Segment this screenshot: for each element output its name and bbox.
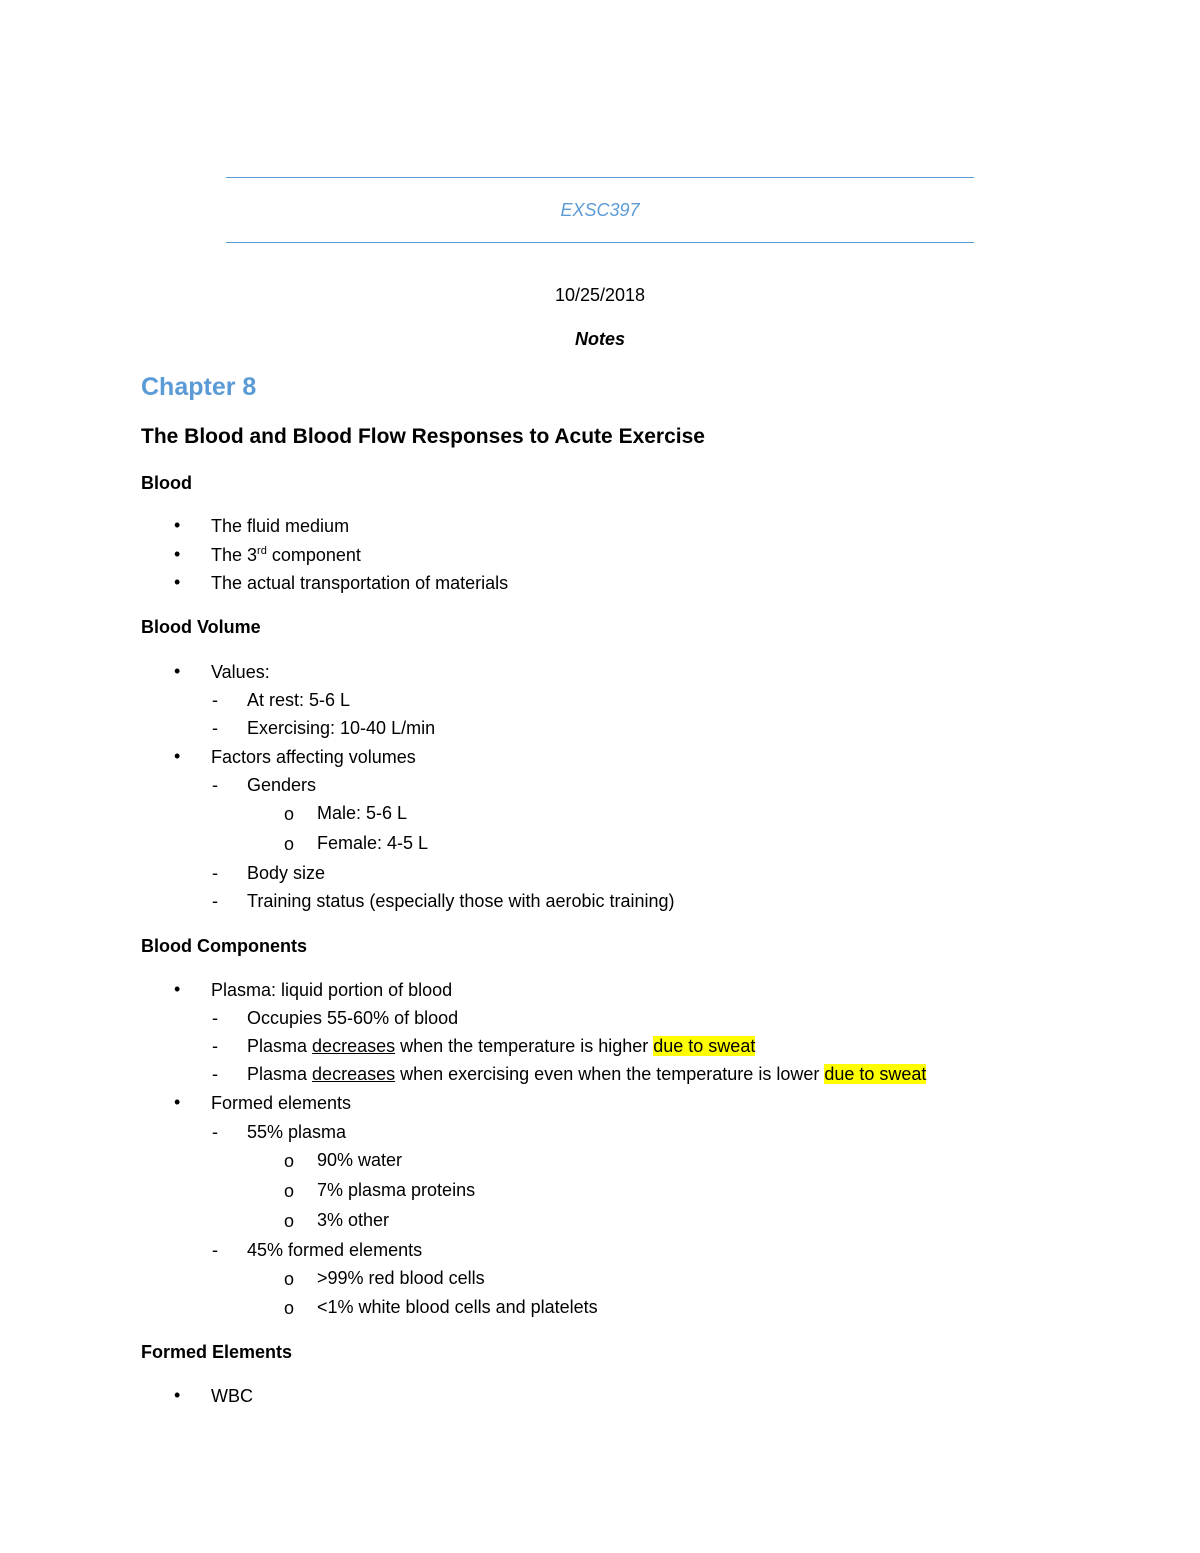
dash-glyph: -: [212, 1122, 218, 1142]
dash-glyph: -: [212, 1036, 218, 1056]
section-heading-formed-elements: Formed Elements: [141, 1342, 293, 1362]
list-item: 45% formed elements: [247, 1240, 423, 1260]
list-item: At rest: 5-6 L: [247, 690, 351, 710]
list-item: Plasma decreases when exercising even when the temperature is lower due to sweat: [247, 1064, 927, 1084]
list-item: Exercising: 10-40 L/min: [247, 718, 436, 738]
bullet-glyph: •: [174, 515, 181, 535]
bullet-glyph: •: [174, 544, 181, 564]
list-item: Values:: [211, 662, 270, 682]
list-item: 3% other: [317, 1210, 390, 1230]
header-top-rule: [226, 177, 974, 178]
list-item: Training status (especially those with aerobic training): [247, 891, 675, 911]
bullet-glyph: •: [174, 979, 181, 999]
circle-bullet-glyph: o: [284, 1211, 295, 1231]
dash-glyph: -: [212, 1240, 218, 1260]
list-item: Body size: [247, 863, 326, 883]
circle-bullet-glyph: o: [284, 834, 295, 854]
dash-glyph: -: [212, 891, 218, 911]
circle-bullet-glyph: o: [284, 1298, 295, 1318]
list-item: The fluid medium: [211, 516, 350, 536]
list-item: 7% plasma proteins: [317, 1180, 476, 1200]
circle-bullet-glyph: o: [284, 1151, 295, 1171]
list-item: Formed elements: [211, 1093, 352, 1113]
list-item: The actual transportation of materials: [211, 573, 509, 593]
circle-bullet-glyph: o: [284, 1181, 295, 1201]
list-item: 90% water: [317, 1150, 403, 1170]
list-item: Genders: [247, 775, 317, 795]
list-item: 55% plasma: [247, 1122, 347, 1142]
dash-glyph: -: [212, 1008, 218, 1028]
list-item: <1% white blood cells and platelets: [317, 1297, 598, 1317]
dash-glyph: -: [212, 775, 218, 795]
document-date: 10/25/2018: [554, 285, 646, 305]
circle-bullet-glyph: o: [284, 804, 295, 824]
circle-bullet-glyph: o: [284, 1269, 295, 1289]
section-heading-blood: Blood: [141, 473, 192, 493]
bullet-glyph: •: [174, 572, 181, 592]
chapter-title: Chapter 8: [141, 373, 257, 401]
list-item: WBC: [211, 1386, 253, 1406]
section-heading-components: Blood Components: [141, 936, 307, 956]
course-code: EXSC397: [560, 200, 640, 220]
dash-glyph: -: [212, 690, 218, 710]
dash-glyph: -: [212, 718, 218, 738]
list-item: Female: 4-5 L: [317, 833, 429, 853]
header-bottom-rule: [226, 242, 974, 243]
list-item: Plasma decreases when the temperature is higher due to sweat: [247, 1036, 756, 1056]
highlight: due to sweat: [653, 1036, 756, 1056]
dash-glyph: -: [212, 863, 218, 883]
list-item: The 3rd component: [211, 545, 361, 565]
section-heading-volume: Blood Volume: [141, 617, 261, 637]
list-item: Occupies 55-60% of blood: [247, 1008, 459, 1028]
bullet-glyph: •: [174, 1385, 181, 1405]
bullet-glyph: •: [174, 661, 181, 681]
notes-label: Notes: [574, 329, 625, 349]
highlight: due to sweat: [824, 1064, 927, 1084]
bullet-glyph: •: [174, 1092, 181, 1112]
document-subtitle: The Blood and Blood Flow Responses to Acute Exercise: [141, 425, 705, 448]
list-item: Plasma: liquid portion of blood: [211, 980, 453, 1000]
dash-glyph: -: [212, 1064, 218, 1084]
list-item: Male: 5-6 L: [317, 803, 408, 823]
list-item: >99% red blood cells: [317, 1268, 485, 1288]
bullet-glyph: •: [174, 746, 181, 766]
list-item: Factors affecting volumes: [211, 747, 416, 767]
